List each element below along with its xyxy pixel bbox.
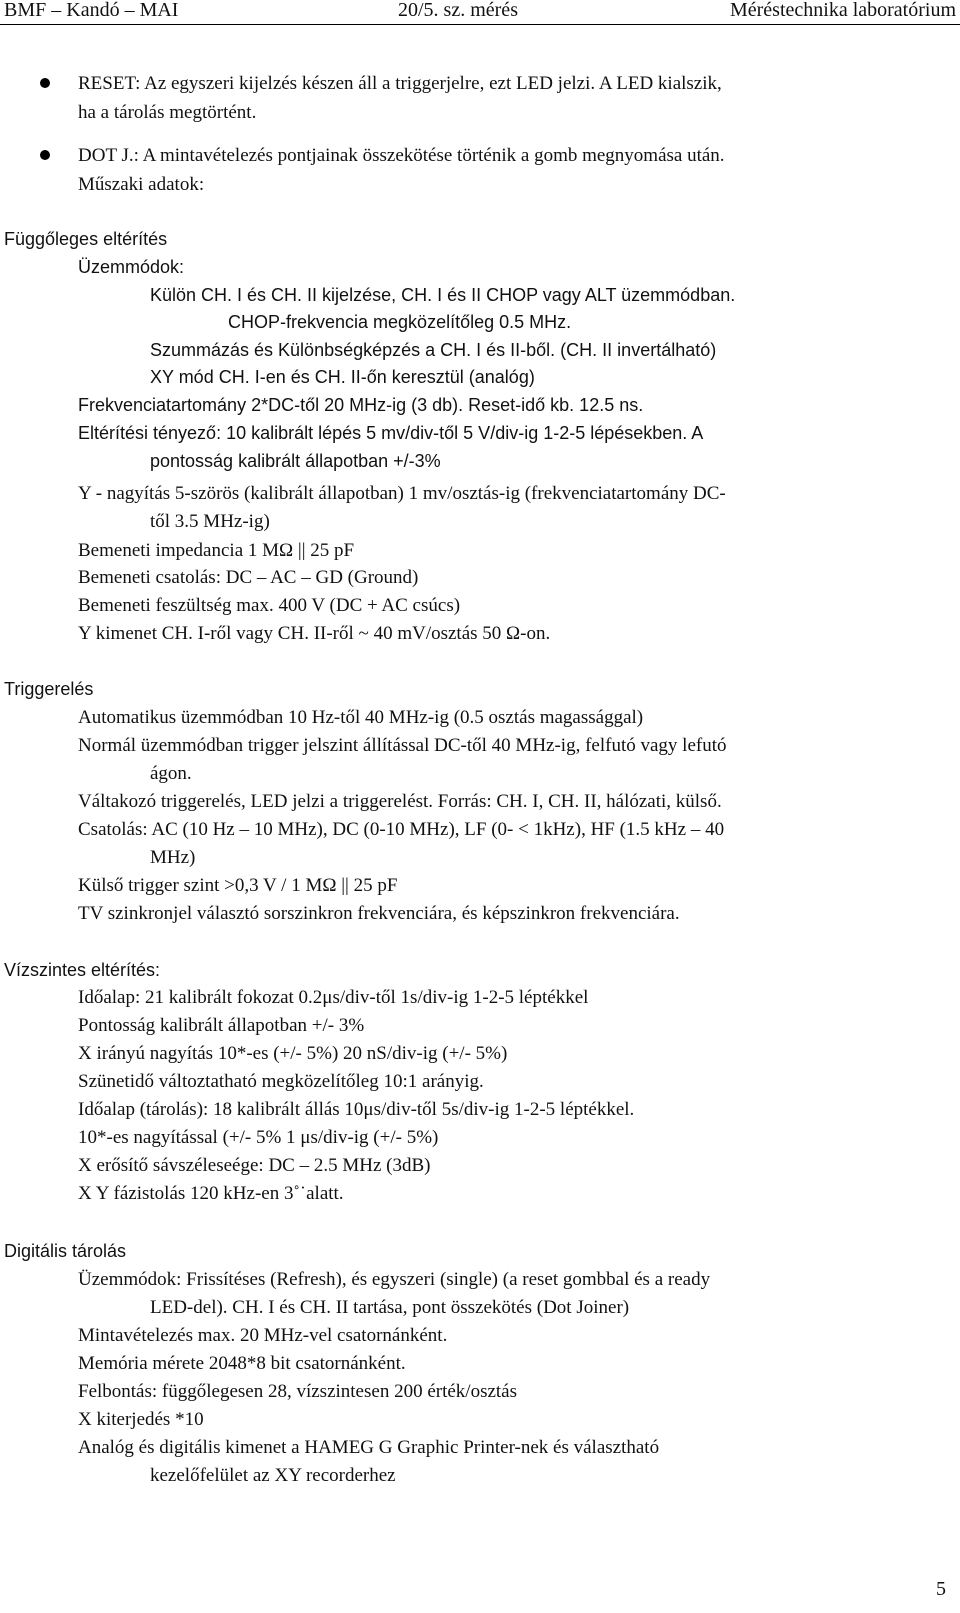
header-left: BMF – Kandó – MAI (4, 0, 179, 21)
trigger-line: Csatolás: AC (10 Hz – 10 MHz), DC (0-10 MHz), LF (0- < 1kHz), HF (1.5 kHz – 40 (78, 819, 725, 840)
vertical-line: XY mód CH. I-en és CH. II-őn keresztül (analóg) (150, 367, 535, 387)
specs-title: Műszaki adatok: (78, 174, 205, 195)
trigger-line: TV szinkronjel választó sorszinkron frekvenciára, és képszinkron frekvenciára. (78, 903, 680, 924)
trigger-line: ágon. (150, 763, 192, 784)
horizontal-line: 10*-es nagyítással (+/- 5% 1 μs/div-ig (+/- 5%) (78, 1127, 439, 1148)
section-title-horizontal: Vízszintes eltérítés: (4, 960, 161, 980)
digital-line: X kiterjedés *10 (78, 1409, 204, 1430)
trigger-line: Normál üzemmódban trigger jelszint állítással DC-től 40 MHz-ig, felfutó vagy lefutó (78, 735, 727, 756)
vertical-line: Külön CH. I és CH. II kijelzése, CH. I és II CHOP vagy ALT üzemmódban. (150, 285, 736, 305)
vertical-line: Bemeneti feszültség max. 400 V (DC + AC csúcs) (78, 595, 461, 616)
section-title-digital: Digitális tárolás (4, 1241, 127, 1261)
horizontal-line: Pontosság kalibrált állapotban +/- 3% (78, 1015, 365, 1036)
trigger-line: Váltakozó triggerelés, LED jelzi a triggerelést. Forrás: CH. I, CH. II, hálózati, külső. (78, 791, 722, 812)
digital-line: Felbontás: függőlegesen 28, vízszintesen 200 érték/osztás (78, 1381, 518, 1402)
page-number: 5 (936, 1578, 946, 1600)
vertical-line: Y kimenet CH. I-ről vagy CH. II-ről ~ 40 mV/osztás 50 Ω-on. (78, 623, 551, 644)
reset-line-2: ha a tárolás megtörtént. (78, 102, 257, 123)
vertical-line: Szummázás és Különbségképzés a CH. I és II-ből. (CH. II invertálható) (150, 340, 717, 360)
reset-line-1: RESET: Az egyszeri kijelzés készen áll a triggerjelre, ezt LED jelzi. A LED kialszik, (78, 73, 722, 94)
dot-line: DOT J.: A mintavételezés pontjainak összekötése történik a gomb megnyomása után. (78, 145, 725, 166)
horizontal-line: X erősítő sávszéleseége: DC – 2.5 MHz (3dB) (78, 1155, 431, 1176)
digital-line: Analóg és digitális kimenet a HAMEG G Graphic Printer-nek és választható (78, 1437, 660, 1458)
bullet-icon (40, 78, 50, 88)
bullet-icon (40, 150, 50, 160)
modes-title: Üzemmódok: (78, 257, 185, 277)
horizontal-line: X irányú nagyítás 10*-es (+/- 5%) 20 nS/div-ig (+/- 5%) (78, 1043, 508, 1064)
vertical-line: Bemeneti csatolás: DC – AC – GD (Ground) (78, 567, 419, 588)
vertical-line: Bemeneti impedancia 1 MΩ || 25 pF (78, 540, 355, 561)
vertical-line: től 3.5 MHz-ig) (150, 511, 270, 532)
trigger-line: MHz) (150, 847, 196, 868)
digital-line: Mintavételezés max. 20 MHz-vel csatornánként. (78, 1325, 448, 1346)
digital-line: LED-del). CH. I és CH. II tartása, pont összekötés (Dot Joiner) (150, 1297, 630, 1318)
horizontal-line: Szünetidő változtatható megközelítőleg 10:1 arányig. (78, 1071, 484, 1092)
digital-line: Üzemmódok: Frissítéses (Refresh), és egyszeri (single) (a reset gombbal és a ready (78, 1269, 711, 1290)
trigger-line: Automatikus üzemmódban 10 Hz-től 40 MHz-ig (0.5 osztás magassággal) (78, 707, 644, 728)
vertical-line: Eltérítési tényező: 10 kalibrált lépés 5 mv/div-től 5 V/div-ig 1-2-5 lépésekben. A (78, 423, 704, 443)
vertical-line: CHOP-frekvencia megközelítőleg 0.5 MHz. (228, 312, 572, 332)
digital-line: kezelőfelület az XY recorderhez (150, 1465, 396, 1486)
header-center: 20/5. sz. mérés (398, 0, 518, 21)
trigger-line: Külső trigger szint >0,3 V / 1 MΩ || 25 pF (78, 875, 398, 896)
vertical-line: pontosság kalibrált állapotban +/-3% (150, 451, 441, 471)
vertical-line: Y - nagyítás 5-szörös (kalibrált állapotban) 1 mv/osztás-ig (frekvenciatartomány DC- (78, 483, 726, 504)
horizontal-line: X Y fázistolás 120 kHz-en 3˚˙alatt. (78, 1183, 344, 1204)
horizontal-line: Időalap (tárolás): 18 kalibrált állás 10μs/div-től 5s/div-ig 1-2-5 léptékkel. (78, 1099, 635, 1120)
horizontal-line: Időalap: 21 kalibrált fokozat 0.2μs/div-től 1s/div-ig 1-2-5 léptékkel (78, 987, 589, 1008)
header-right: Méréstechnika laboratórium (729, 0, 956, 21)
section-title-trigger: Triggerelés (4, 679, 94, 699)
page-header (0, 0, 960, 25)
vertical-line: Frekvenciatartomány 2*DC-től 20 MHz-ig (3 db). Reset-idő kb. 12.5 ns. (78, 395, 644, 415)
section-title-vertical: Függőleges eltérítés (4, 229, 168, 249)
digital-line: Memória mérete 2048*8 bit csatornánként. (78, 1353, 406, 1374)
